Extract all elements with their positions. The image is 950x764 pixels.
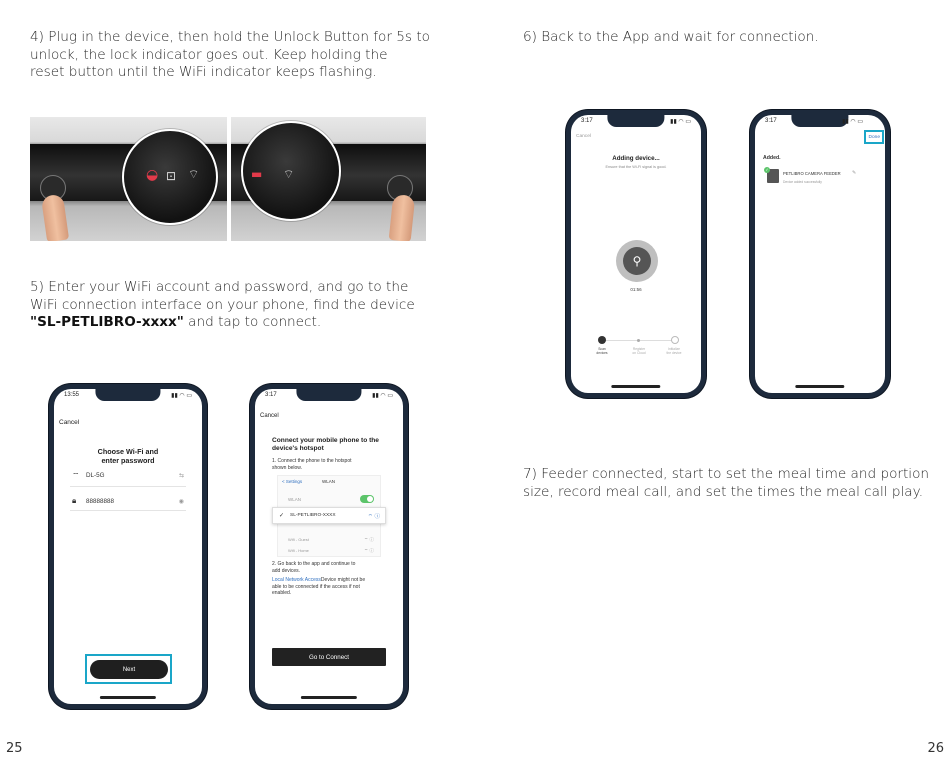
next-button-highlight <box>85 654 172 684</box>
status-time: 3:17 <box>581 118 593 124</box>
hotspot-title <box>272 437 379 453</box>
step-2-label-2: on Cloud <box>632 351 646 355</box>
status-icons: ▮▮ ◠ ▭ <box>670 119 691 125</box>
added-device-name: PETLIBRO CAMERA FEEDER <box>783 171 841 176</box>
wifi-indicator-icon: ⌔ <box>188 167 200 181</box>
red-indicator-icon: ▬ <box>251 167 263 181</box>
local-network-note <box>272 577 392 597</box>
next-button[interactable]: Next <box>90 660 168 679</box>
step-4-line-1: 4) Plug in the device, then hold the Unlock Button for 5s to <box>30 29 430 45</box>
wlan-toggle <box>360 495 374 503</box>
zoom-circle <box>122 129 218 225</box>
step-2-label <box>627 347 651 355</box>
device-name: "SL-PETLIBRO-xxxx" <box>30 314 184 330</box>
page-number-left: 25 <box>6 741 23 756</box>
hotspot-instruction <box>272 458 352 471</box>
edit-icon[interactable]: ✎ <box>852 170 857 176</box>
instr-line-2: shown below. <box>272 464 303 471</box>
wlan-row-label: WLAN <box>288 497 302 502</box>
instr-line-1: 1. Connect the phone to the hotspot <box>272 458 352 464</box>
status-icons: ▮▮ ◠ ▭ <box>372 393 393 399</box>
wifi-icon: ⌔ <box>283 167 295 181</box>
go-to-connect-button[interactable]: Go to Connect <box>272 648 386 666</box>
local-note-1: Device might not be <box>320 577 366 583</box>
step-1-dot <box>598 336 606 344</box>
finger-image-2 <box>389 194 416 241</box>
step-3-label <box>662 347 686 355</box>
search-spinner <box>616 240 658 282</box>
device-hotspot-name: SL-PETLIBRO-XXXX <box>290 513 336 518</box>
success-check-icon: ✓ <box>765 167 769 172</box>
adding-subtitle: Ensure that the Wi-Fi signal is good. <box>605 165 667 169</box>
step-5-line-2: WiFi connection interface on your phone, find the device <box>30 296 415 313</box>
feeder-photo-reset <box>231 117 426 241</box>
lock-indicator-icon: ◒ <box>146 167 159 183</box>
step-2-dot <box>637 339 640 342</box>
step-4-line-3: reset button until the WiFi indicator keeps flashing. <box>30 64 377 80</box>
local-note-3: enabled. <box>272 590 292 596</box>
other-network-1: Wifi - Guest <box>288 537 309 542</box>
lock-icon: 🔒︎ <box>72 496 77 505</box>
phone-hotspot <box>250 384 408 709</box>
phone-adding-device <box>566 110 706 398</box>
step-1-label-2: devices <box>596 351 608 355</box>
status-time: 13:55 <box>64 392 80 398</box>
step-3-dot <box>671 336 679 344</box>
step-5-line-3 <box>30 314 450 332</box>
step-5-line-1: 5) Enter your WiFi account and password, and go to the <box>30 279 409 295</box>
wifi-name-field[interactable]: DL-5G <box>86 472 105 479</box>
status-icons: ▮▮ ◠ ▭ <box>842 119 863 125</box>
wifi-title-line-2: enter password <box>101 456 155 465</box>
hotspot-title-line-2: device's hotspot <box>272 445 324 452</box>
cancel-link[interactable]: Cancel <box>576 134 591 139</box>
step-2-instruction <box>272 561 355 574</box>
local-note-2: able to be connected if the access if not <box>272 583 360 590</box>
step-7-line-2: size, record meal call, and set the times the meal call play. <box>523 483 924 500</box>
wifi-icon: ⌔ <box>72 471 80 480</box>
password-field[interactable]: 88888888 <box>86 498 115 505</box>
done-button[interactable]: Done <box>868 135 880 140</box>
cancel-link[interactable]: Cancel <box>260 413 279 419</box>
settings-back-link: < Settings <box>282 479 303 484</box>
step-6-text: 6) Back to the App and wait for connection. <box>523 29 819 45</box>
status-time: 3:17 <box>765 118 777 124</box>
step-5-line-3-rest: and tap to connect. <box>183 314 322 330</box>
wlan-header: WLAN <box>322 479 336 484</box>
step-5-text <box>30 279 450 332</box>
phone-device-added <box>750 110 890 398</box>
step-3-label-1: Initialize <box>668 347 680 351</box>
network-info-icon-1: ⌔ ⓘ <box>364 537 374 542</box>
network-info-icon-2: ⌔ ⓘ <box>364 548 374 553</box>
eye-icon[interactable]: ◉ <box>178 499 184 505</box>
step-1-label-1: Scan <box>598 347 606 351</box>
step-2-label-1: Register <box>632 347 646 351</box>
wifi-title-line-1: Choose Wi-Fi and <box>97 447 159 456</box>
added-device-status: Device added successfully <box>783 180 822 184</box>
adding-title: Adding device... <box>612 155 660 162</box>
local-network-link[interactable]: Local Network Access <box>272 577 321 583</box>
hotspot-title-line-1: Connect your mobile phone to the <box>272 437 379 444</box>
status-time: 3:17 <box>265 392 277 398</box>
search-icon: ⚲ <box>623 247 651 275</box>
step-4-line-2: unlock, the lock indicator goes out. Keep holding the <box>30 46 388 63</box>
done-button-highlight <box>864 130 884 144</box>
step-2-line-1: 2. Go back to the app and continue to <box>272 561 356 567</box>
page-number-right: 26 <box>927 741 944 756</box>
step-2-line-2: add devices. <box>272 567 301 574</box>
countdown-timer: 01:56 <box>630 287 642 292</box>
step-7-line-1: 7) Feeder connected, start to set the meal time and portion <box>523 466 930 482</box>
wifi-title <box>54 447 202 465</box>
switch-network-icon[interactable]: ⇆ <box>178 473 184 479</box>
other-network-2: Wifi - Home <box>288 548 309 553</box>
wifi-info-icon: ⌔ ⓘ <box>367 514 380 520</box>
step-1-label <box>591 347 613 355</box>
zoom-circle-2 <box>241 121 341 221</box>
feeder-photo-unlock <box>30 117 227 241</box>
status-icons: ▮▮ ◠ ▭ <box>171 393 192 399</box>
added-label: Added. <box>763 155 781 161</box>
feeder-thumbnail <box>767 169 779 183</box>
check-icon: ✓ <box>279 513 285 519</box>
lock-icon: ⊡ <box>166 169 177 183</box>
cancel-link[interactable]: Cancel <box>59 419 80 426</box>
step-7-text <box>523 466 943 501</box>
step-4-text <box>30 29 450 82</box>
step-3-label-2: the device <box>666 351 682 355</box>
device-hotspot-row[interactable] <box>272 507 386 524</box>
